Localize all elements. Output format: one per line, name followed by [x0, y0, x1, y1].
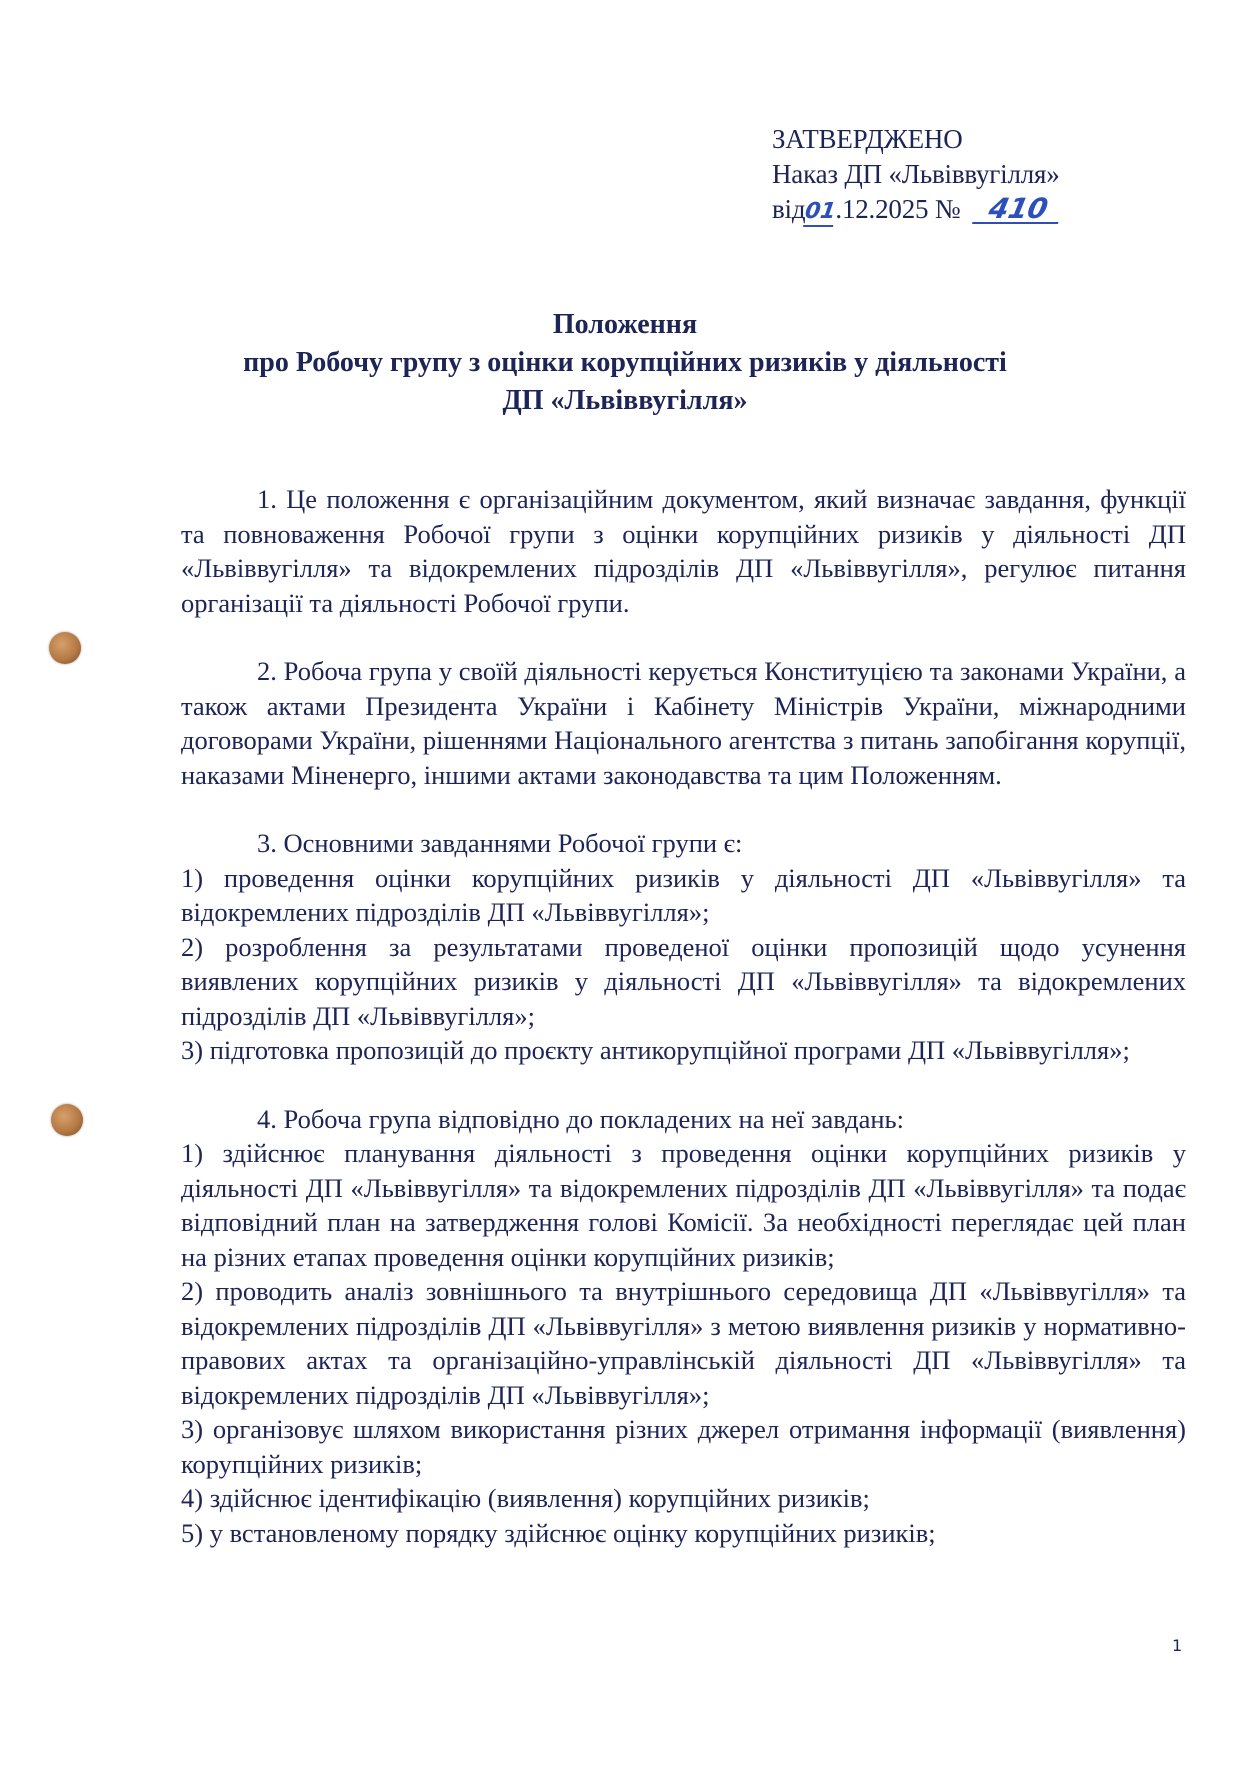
approval-block: [772, 122, 1061, 227]
section-3-heading: 3. Основними завданнями Робочої групи є:: [257, 828, 743, 858]
section-4-item: 5) у встановленому порядку здійснює оцінку корупційних ризиків;: [181, 1517, 936, 1548]
title-line-3: ДП «Львіввугілля»: [502, 385, 748, 416]
approval-date-line: [772, 192, 1061, 227]
page-number: 1: [1172, 1636, 1183, 1655]
section-4-item: 4) здійснює ідентифікацію (виявлення) корупційних ризиків;: [181, 1483, 870, 1513]
title-line-2: про Робочу групу з оцінки корупційних ризиків у діяльності: [243, 347, 1007, 378]
section-4-heading: 4. Робоча група відповідно до покладених на неї завдань:: [257, 1103, 904, 1134]
handwritten-order-number: 410: [972, 196, 1064, 224]
section-4-item: 1) здійснює планування діяльності з проведення оцінки корупційних ризиків у діяльності ДП «Львіввугілля» та відокремлених підрозділів ДП «Львіввугілля» та подає відповідний план на затвердження голові Комісії. За необхідності переглядає цей план на різних етапах проведення оцінки корупційних ризиків;: [181, 1138, 1186, 1272]
title-line-1: Положення: [552, 309, 698, 340]
section-2: 2. Робоча група у своїй діяльності керується Конституцією та законами України, а також актами Президента України і Кабінету Міністрів України, міжнародними договорами України, рішеннями Національного агентства з питань запобігання корупції, наказами Міненерго, іншими актами законодавства та цим Положенням.: [181, 656, 1186, 790]
section-4-item: 2) проводить аналіз зовнішнього та внутрішнього середовища ДП «Львіввугілля» та відокремлених підрозділів ДП «Львіввугілля» з метою виявлення ризиків у нормативно-правових актах та організаційно-управлінській діяльності ДП «Львіввугілля» та відокремлених підрозділів ДП «Львіввугілля»;: [181, 1276, 1186, 1410]
section-4-item: 3) організовує шляхом використання різних джерел отримання інформації (виявлення) корупційних ризиків;: [181, 1414, 1186, 1479]
document-title: [180, 306, 1070, 420]
approval-date-prefix: від: [772, 194, 806, 224]
section-3-item: 1) проведення оцінки корупційних ризиків у діяльності ДП «Львіввугілля» та відокремлених підрозділів ДП «Львіввугілля»;: [181, 862, 1186, 927]
approval-order: Наказ ДП «Львіввугілля»: [772, 159, 1060, 189]
document-body: [181, 482, 1186, 1550]
punch-hole: [51, 1104, 83, 1136]
approval-heading: ЗАТВЕРДЖЕНО: [772, 124, 963, 154]
section-3-item: 2) розроблення за результатами проведеної оцінки пропозицій щодо усунення виявлених корупційних ризиків у діяльності ДП «Львіввугілля» та відокремлених підрозділів ДП «Львіввугілля»;: [181, 931, 1186, 1031]
section-1: 1. Це положення є організаційним документом, який визначає завдання, функції та повноваження Робочої групи з оцінки корупційних ризиків у діяльності ДП «Львіввугілля» та відокремлених підрозділів ДП «Львіввугілля», регулює питання організації та діяльності Робочої групи.: [181, 484, 1186, 618]
section-3-item: 3) підготовка пропозицій до проєкту антикорупційної програми ДП «Львіввугілля»;: [181, 1035, 1130, 1065]
handwritten-day: 01: [803, 199, 837, 227]
approval-date-rest: .12.2025 №: [835, 194, 967, 224]
punch-hole: [49, 632, 81, 664]
